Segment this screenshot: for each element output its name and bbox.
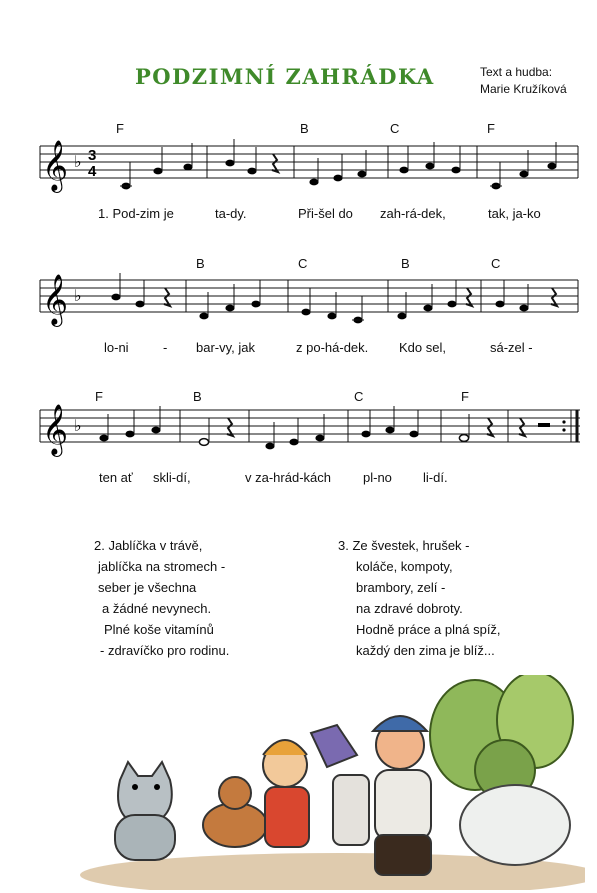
quarter-rest-icon	[466, 288, 472, 306]
chord: B	[300, 121, 309, 136]
lyric: bar-vy, jak	[196, 340, 255, 355]
stanza-line: a žádné nevynech.	[102, 601, 212, 616]
quarter-rest-icon	[551, 288, 557, 306]
flat-icon: ♭	[74, 286, 82, 305]
dog-icon	[203, 777, 267, 847]
chord: B	[196, 256, 205, 271]
lyric: v za-hrád-kách	[245, 470, 331, 485]
music-system-3	[40, 404, 586, 464]
music-system-1	[40, 140, 586, 200]
lyric: zah-rá-dek,	[380, 206, 446, 221]
time-signature-top: 3	[88, 147, 97, 164]
chord: B	[401, 256, 410, 271]
lyric: ta-dy.	[215, 206, 247, 221]
stanza-2	[94, 535, 229, 661]
stanza-line: Plné koše vitamínů	[104, 622, 214, 637]
stanza-line: koláče, kompoty,	[356, 559, 453, 574]
quarter-rest-icon	[164, 288, 170, 306]
lyric: pl-no	[363, 470, 392, 485]
flat-icon: ♭	[74, 416, 82, 435]
notes-3	[99, 406, 469, 449]
chord: C	[354, 389, 364, 404]
stanza-line: 3. Ze švestek, hrušek -	[338, 538, 470, 553]
time-signature-bottom: 4	[88, 163, 97, 180]
quarter-rest-icon	[272, 154, 278, 172]
chord: F	[461, 389, 469, 404]
chord: F	[487, 121, 495, 136]
staff-1	[40, 140, 586, 200]
stanza-line: každý den zima je blíž...	[356, 643, 495, 658]
girl-icon	[263, 725, 369, 847]
staff-3	[40, 404, 586, 464]
harvest-illustration	[75, 675, 585, 890]
credit-label: Text a hudba:	[480, 65, 553, 79]
cat-icon	[115, 762, 175, 860]
lyric: Při-šel do	[298, 206, 353, 221]
song-title: PODZIMNÍ ZAHRÁDKA	[135, 64, 435, 89]
treble-clef-icon: 𝄞	[42, 404, 69, 455]
treble-clef-icon: 𝄞	[42, 274, 69, 325]
stanza-line: Hodně práce a plná spíž,	[356, 622, 501, 637]
stanza-3	[338, 535, 501, 661]
stanza-line: - zdravíčko pro rodinu.	[100, 643, 230, 658]
time-signature	[88, 147, 97, 180]
half-rest-icon	[538, 423, 550, 427]
lyric: z po-há-dek.	[296, 340, 369, 355]
credits	[480, 64, 567, 98]
lyric: li-dí.	[423, 470, 448, 485]
lyric: sá-zel -	[490, 340, 533, 355]
stanza-line: seber je všechna	[98, 580, 197, 595]
chord: C	[390, 121, 400, 136]
quarter-rest-icon	[519, 418, 525, 436]
chord: C	[298, 256, 308, 271]
stanza-line: brambory, zelí -	[356, 580, 446, 595]
lyric: skli-dí,	[153, 470, 191, 485]
credit-author: Marie Kružíková	[480, 82, 567, 96]
flat-icon: ♭	[74, 152, 82, 171]
quarter-rest-icon	[487, 418, 493, 436]
staff-2	[40, 274, 586, 334]
music-system-2	[40, 274, 586, 334]
chord: B	[193, 389, 202, 404]
stanza-line: na zdravé dobroty.	[356, 601, 463, 616]
leaves-icon	[430, 675, 573, 800]
notes-1	[120, 139, 557, 189]
lyric: -	[163, 340, 168, 355]
chord: F	[116, 121, 124, 136]
lyric: 1. Pod-zim je	[98, 206, 174, 221]
turnip-icon	[460, 785, 570, 865]
chord: C	[491, 256, 501, 271]
stanza-line: jablíčka na stromech -	[98, 559, 226, 574]
lyric: lo-ni	[104, 340, 129, 355]
treble-clef-icon: 𝄞	[42, 140, 69, 191]
man-icon	[373, 716, 431, 875]
quarter-rest-icon	[227, 418, 233, 436]
stanza-line: 2. Jablíčka v trávě,	[94, 538, 203, 553]
lyric: Kdo sel,	[399, 340, 446, 355]
lyric: tak, ja-ko	[488, 206, 541, 221]
chord: F	[95, 389, 103, 404]
lyric: ten ať	[99, 470, 133, 485]
